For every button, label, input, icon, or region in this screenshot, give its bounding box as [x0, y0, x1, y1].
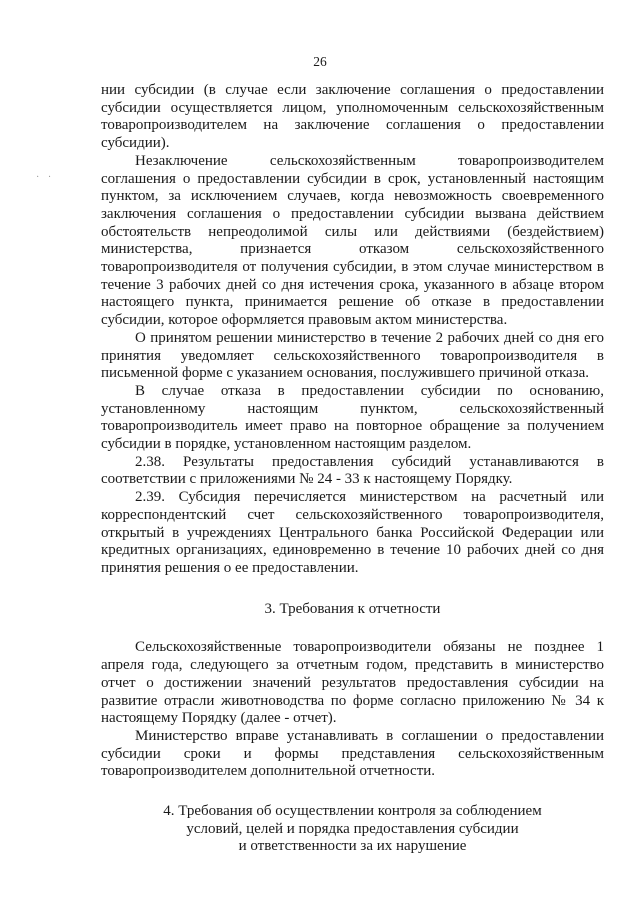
paragraph-refusal-reapply: В случае отказа в предоставлении субсидии по основанию, установленному настоящим пунктом, сельскохозяйственный товаропроизводитель имеет право на повторное обращение за получением субсидии в порядке, установленном настоящим разделом.	[101, 382, 604, 453]
paragraph-2-39: 2.39. Субсидия перечисляется министерством на расчетный или корреспондентский счет сельскохозяйственного товаропроизводителя, открытый в учреждениях Центрального банка Российской Федерации или кредитных организациях, единовременно в течение 10 рабочих дней со дня принятия решения о ее предоставлении.	[101, 489, 604, 576]
document-body	[101, 82, 604, 856]
paragraph-continuation: нии субсидии (в случае если заключение соглашения о предоставлении субсидии осуществляется лицом, уполномоченным сельскохозяйственным товаропроизводителем на заключение соглашения о предоставлении субсидии).	[101, 82, 604, 152]
paragraph-non-conclusion: Незаключение сельскохозяйственным товаропроизводителем соглашения о предоставлении субсидии в срок, установленный настоящим пунктом, за исключением случаев, когда невозможность своевременного заключения соглашения о предоставлении субсидии вызвана действием обстоятельств непреодолимой силы или действиями (бездействием) министерства, признается отказом сельскохозяйственного товаропроизводителя от получения субсидии, в этом случае министерством в течение 3 рабочих дней со дня истечения срока, указанного в абзаце втором настоящего пункта, принимается решение об отказе в предоставлении субсидии, которое оформляется правовым актом министерства.	[101, 152, 604, 329]
section-3-heading: 3. Требования к отчетности	[264, 600, 441, 617]
paragraph-2-38: 2.38. Результаты предоставления субсидий устанавливаются в соответствии с приложениями № 24 - 33 к настоящему Порядку.	[101, 453, 604, 488]
scan-specks: · ·	[36, 172, 55, 183]
section-4-heading: 4. Требования об осуществлении контроля за соблюдением условий, целей и порядка предоставления субсидии и ответственности за их нарушение	[163, 803, 542, 855]
section-3-paragraph-report: Сельскохозяйственные товаропроизводители обязаны не позднее 1 апреля года, следующего за отчетным годом, представить в министерство отчет о достижении значений результатов предоставления субсидии на развитие отрасли животноводства по форме согласно приложению № 34 к настоящему Порядку (далее - отчет).	[101, 639, 604, 727]
page-number: 26	[313, 54, 327, 69]
section-3-paragraph-additional: Министерство вправе устанавливать в соглашении о предоставлении субсидии сроки и формы представления сельскохозяйственным товаропроизводителем дополнительной отчетности.	[101, 727, 604, 780]
paragraph-notification: О принятом решении министерство в течение 2 рабочих дней со дня его принятия уведомляет сельскохозяйственного товаропроизводителя в письменной форме с указанием основания, послужившего причиной отказа.	[101, 329, 604, 382]
